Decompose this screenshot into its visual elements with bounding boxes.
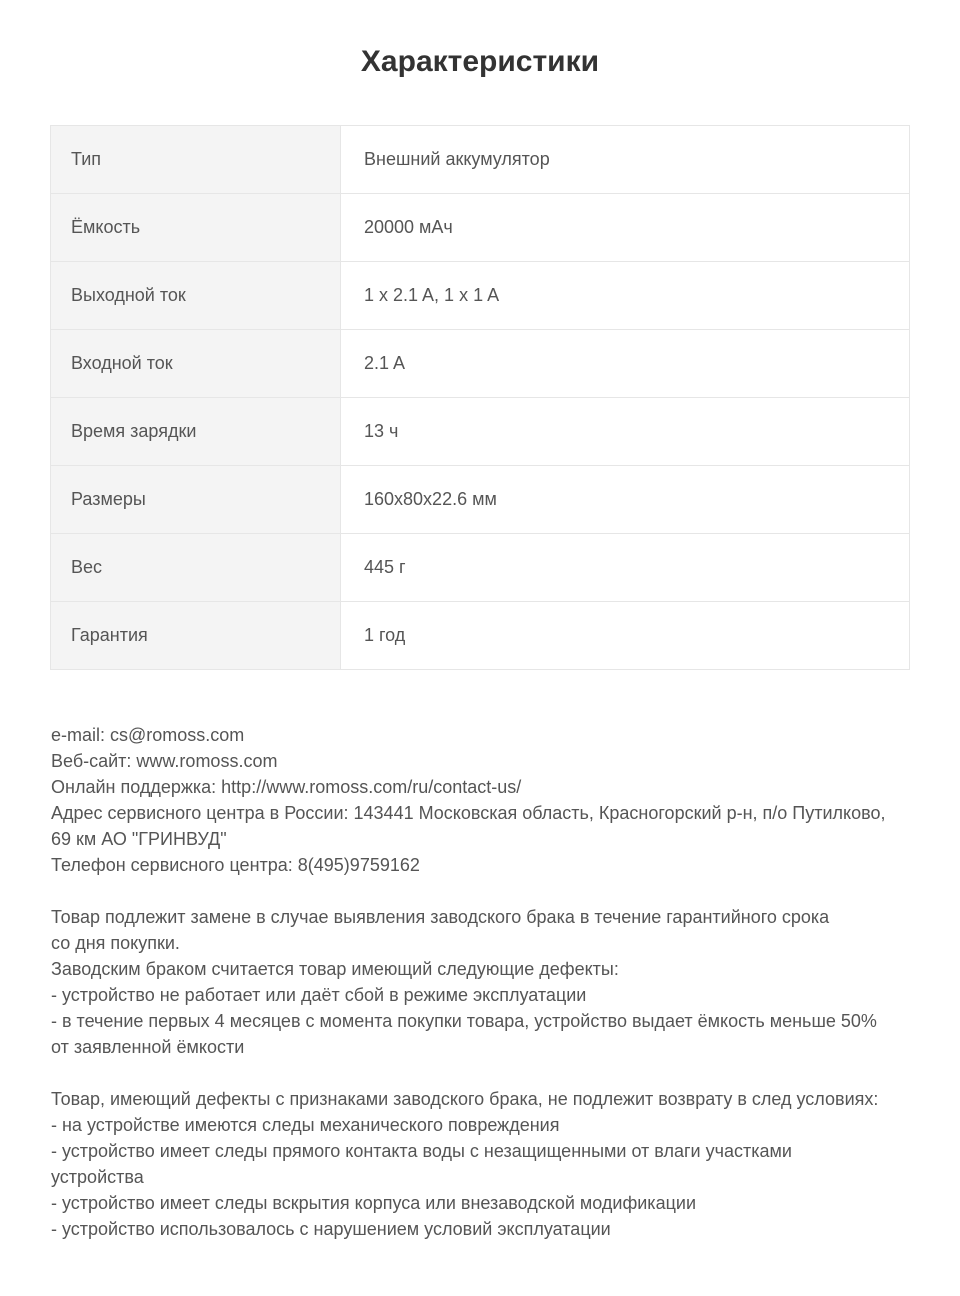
exclusion-line: - на устройстве имеются следы механического повреждения bbox=[51, 1115, 560, 1135]
contacts-block bbox=[51, 722, 921, 878]
specs-table bbox=[50, 125, 910, 670]
warranty-line: со дня покупки. bbox=[51, 933, 180, 953]
contact-phone: Телефон сервисного центра: 8(495)9759162 bbox=[51, 855, 420, 875]
warranty-line: - в течение первых 4 месяцев с момента покупки товара, устройство выдает ёмкость меньше 50% bbox=[51, 1011, 877, 1031]
spec-value: 160x80x22.6 мм bbox=[341, 466, 910, 534]
table-row bbox=[51, 126, 910, 194]
exclusion-line: - устройство использовалось с нарушением условий эксплуатации bbox=[51, 1219, 611, 1239]
spacer bbox=[51, 1060, 921, 1086]
info-section bbox=[51, 722, 921, 1242]
table-row bbox=[51, 330, 910, 398]
spec-value: 13 ч bbox=[341, 398, 910, 466]
warranty-line: от заявленной ёмкости bbox=[51, 1037, 245, 1057]
contact-address-cont: 69 км АО "ГРИНВУД" bbox=[51, 829, 227, 849]
spec-label: Размеры bbox=[51, 466, 341, 534]
warranty-line: - устройство не работает или даёт сбой в режиме эксплуатации bbox=[51, 985, 587, 1005]
warranty-line: Заводским браком считается товар имеющий следующие дефекты: bbox=[51, 959, 619, 979]
contact-website: Веб-сайт: www.romoss.com bbox=[51, 751, 278, 771]
exclusion-line: устройства bbox=[51, 1167, 144, 1187]
spec-value: 1 x 2.1 A, 1 x 1 A bbox=[341, 262, 910, 330]
table-row bbox=[51, 466, 910, 534]
exclusion-line: - устройство имеет следы вскрытия корпуса или внезаводской модификации bbox=[51, 1193, 697, 1213]
contact-support: Онлайн поддержка: http://www.romoss.com/ru/contact-us/ bbox=[51, 777, 522, 797]
exclusion-line: Товар, имеющий дефекты с признаками заводского брака, не подлежит возврату в след условиях: bbox=[51, 1089, 879, 1109]
warranty-block bbox=[51, 904, 921, 1060]
spec-label: Время зарядки bbox=[51, 398, 341, 466]
spec-label: Вес bbox=[51, 534, 341, 602]
exclusion-line: - устройство имеет следы прямого контакта воды с незащищенными от влаги участками bbox=[51, 1141, 792, 1161]
spec-value: 2.1 A bbox=[341, 330, 910, 398]
table-row bbox=[51, 602, 910, 670]
spec-value: 1 год bbox=[341, 602, 910, 670]
spec-value: 20000 мАч bbox=[341, 194, 910, 262]
spec-label: Ёмкость bbox=[51, 194, 341, 262]
spec-label: Гарантия bbox=[51, 602, 341, 670]
page-title: Характеристики bbox=[360, 45, 600, 78]
table-row bbox=[51, 262, 910, 330]
spacer bbox=[51, 878, 921, 904]
contact-email: e-mail: cs@romoss.com bbox=[51, 725, 245, 745]
warranty-line: Товар подлежит замене в случае выявления заводского брака в течение гарантийного срока bbox=[51, 907, 830, 927]
table-row bbox=[51, 534, 910, 602]
table-row bbox=[51, 194, 910, 262]
table-row bbox=[51, 398, 910, 466]
spec-label: Выходной ток bbox=[51, 262, 341, 330]
exclusions-block bbox=[51, 1086, 921, 1242]
contact-address: Адрес сервисного центра в России: 143441 Московская область, Красногорский р-н, п/о Путилково, bbox=[51, 803, 886, 823]
spec-value: Внешний аккумулятор bbox=[341, 126, 910, 194]
spec-label: Тип bbox=[51, 126, 341, 194]
spec-label: Входной ток bbox=[51, 330, 341, 398]
spec-value: 445 г bbox=[341, 534, 910, 602]
